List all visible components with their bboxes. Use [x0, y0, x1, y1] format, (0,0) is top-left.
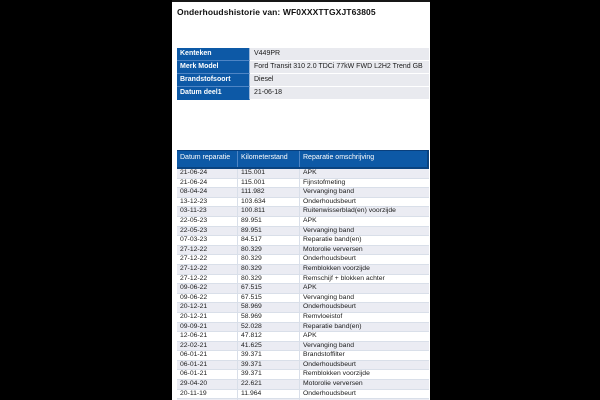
history-cell-date: 22-05-23 [177, 217, 237, 227]
document-page [172, 0, 430, 400]
history-cell-date: 12-06-21 [177, 332, 237, 342]
history-cell-odometer: 41.625 [237, 342, 299, 352]
history-cell-odometer: 58.969 [237, 313, 299, 323]
history-cell-odometer: 67.515 [237, 294, 299, 304]
history-column-header: Reparatie omschrijving [299, 151, 429, 167]
history-row [177, 217, 429, 227]
history-row [177, 275, 429, 285]
history-cell-date: 09-06-22 [177, 284, 237, 294]
history-cell-odometer: 58.969 [237, 303, 299, 313]
history-cell-odometer: 52.028 [237, 323, 299, 333]
history-cell-odometer: 67.515 [237, 284, 299, 294]
history-table-body [177, 169, 429, 400]
history-cell-date: 08-04-24 [177, 188, 237, 198]
history-cell-description: Onderhoudsbeurt [299, 390, 429, 400]
history-cell-odometer: 80.329 [237, 246, 299, 256]
history-cell-date: 27-12-22 [177, 265, 237, 275]
history-cell-odometer: 115.001 [237, 169, 299, 179]
history-cell-odometer: 39.371 [237, 361, 299, 371]
info-value: Diesel [250, 74, 429, 87]
history-cell-description: Remblokken voorzijde [299, 370, 429, 380]
history-row [177, 303, 429, 313]
history-row [177, 169, 429, 179]
history-row [177, 332, 429, 342]
page-top-edge [172, 0, 430, 2]
history-row [177, 390, 429, 400]
history-cell-description: APK [299, 169, 429, 179]
history-row [177, 265, 429, 275]
info-row [177, 74, 429, 87]
history-cell-description: Vervanging band [299, 342, 429, 352]
history-cell-odometer: 39.371 [237, 351, 299, 361]
history-cell-date: 09-09-21 [177, 323, 237, 333]
history-row [177, 361, 429, 371]
history-cell-odometer: 80.329 [237, 275, 299, 285]
history-cell-date: 13-12-23 [177, 198, 237, 208]
history-row [177, 179, 429, 189]
history-cell-description: APK [299, 217, 429, 227]
info-label: Datum deel1 [177, 87, 250, 100]
info-value: V449PR [250, 48, 429, 61]
history-cell-description: Remvloeistof [299, 313, 429, 323]
history-cell-odometer: 100.811 [237, 207, 299, 217]
history-row [177, 255, 429, 265]
history-column-header: Datum reparatie [180, 154, 231, 161]
history-cell-date: 09-06-22 [177, 294, 237, 304]
history-cell-description: Remschijf + blokken achter [299, 275, 429, 285]
history-row [177, 284, 429, 294]
history-cell-description: Vervanging band [299, 294, 429, 304]
info-value: Ford Transit 310 2.0 TDCi 77kW FWD L2H2 Trend GB [250, 61, 429, 74]
history-cell-description: Onderhoudsbeurt [299, 361, 429, 371]
history-row [177, 380, 429, 390]
history-table-header [177, 150, 429, 169]
history-cell-description: Reparatie band(en) [299, 323, 429, 333]
history-cell-date: 20-12-21 [177, 313, 237, 323]
history-cell-date: 03-11-23 [177, 207, 237, 217]
history-cell-description: Onderhoudsbeurt [299, 303, 429, 313]
history-cell-date: 06-01-21 [177, 370, 237, 380]
info-value: 21-06-18 [250, 87, 429, 100]
info-row [177, 87, 429, 100]
history-cell-date: 06-01-21 [177, 361, 237, 371]
history-cell-description: Motorolie verversen [299, 246, 429, 256]
history-cell-description: Fijnstofmeting [299, 179, 429, 189]
history-cell-odometer: 89.951 [237, 217, 299, 227]
history-cell-description: APK [299, 284, 429, 294]
info-label: Brandstofsoort [177, 74, 250, 87]
history-cell-odometer: 84.517 [237, 236, 299, 246]
history-row [177, 246, 429, 256]
history-cell-description: Ruitenwisserblad(en) voorzijde [299, 207, 429, 217]
history-cell-odometer: 80.329 [237, 265, 299, 275]
history-row [177, 227, 429, 237]
history-cell-date: 21-06-24 [177, 169, 237, 179]
info-label: Merk Model [177, 61, 250, 74]
history-row [177, 294, 429, 304]
history-cell-description: Onderhoudsbeurt [299, 255, 429, 265]
history-cell-description: Brandstoffilter [299, 351, 429, 361]
history-row [177, 351, 429, 361]
history-row [177, 198, 429, 208]
history-cell-date: 20-11-19 [177, 390, 237, 400]
history-cell-odometer: 80.329 [237, 255, 299, 265]
history-cell-odometer: 39.371 [237, 370, 299, 380]
history-row [177, 207, 429, 217]
history-cell-date: 07-03-23 [177, 236, 237, 246]
history-cell-date: 22-05-23 [177, 227, 237, 237]
history-cell-description: Motorolie verversen [299, 380, 429, 390]
page-title: Onderhoudshistorie van: WF0XXXTTGXJT63805 [177, 7, 376, 17]
history-cell-description: Remblokken voorzijde [299, 265, 429, 275]
history-row [177, 188, 429, 198]
history-cell-odometer: 11.964 [237, 390, 299, 400]
history-cell-odometer: 89.951 [237, 227, 299, 237]
history-cell-date: 06-01-21 [177, 351, 237, 361]
history-cell-odometer: 22.621 [237, 380, 299, 390]
info-row [177, 61, 429, 74]
history-cell-date: 27-12-22 [177, 275, 237, 285]
history-row [177, 370, 429, 380]
info-label: Kenteken [177, 48, 250, 61]
history-cell-description: Vervanging band [299, 227, 429, 237]
history-cell-date: 27-12-22 [177, 255, 237, 265]
vehicle-info-table [177, 48, 429, 100]
history-cell-description: Onderhoudsbeurt [299, 198, 429, 208]
history-cell-date: 21-06-24 [177, 179, 237, 189]
history-row [177, 342, 429, 352]
history-cell-date: 27-12-22 [177, 246, 237, 256]
history-cell-date: 20-12-21 [177, 303, 237, 313]
info-row [177, 48, 429, 61]
history-row [177, 323, 429, 333]
maintenance-history-table [177, 150, 429, 400]
history-cell-odometer: 115.001 [237, 179, 299, 189]
history-row [177, 236, 429, 246]
history-cell-odometer: 103.634 [237, 198, 299, 208]
history-cell-description: Vervanging band [299, 188, 429, 198]
history-cell-date: 29-04-20 [177, 380, 237, 390]
history-cell-description: Reparatie band(en) [299, 236, 429, 246]
history-cell-description: APK [299, 332, 429, 342]
history-cell-date: 22-02-21 [177, 342, 237, 352]
history-row [177, 313, 429, 323]
history-cell-odometer: 47.812 [237, 332, 299, 342]
history-cell-odometer: 111.982 [237, 188, 299, 198]
history-column-header: Kilometerstand [237, 151, 299, 167]
